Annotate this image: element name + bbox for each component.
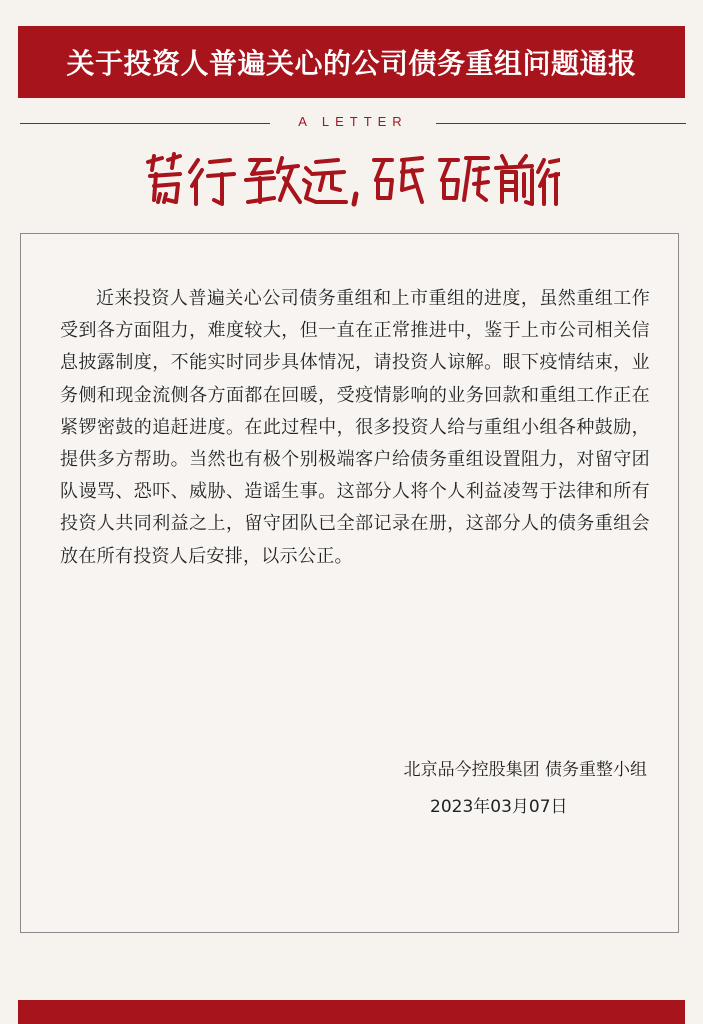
- divider-line-right: [436, 123, 686, 124]
- calligraphy-slogan: [140, 150, 560, 210]
- signature-date: 2023年03月07日: [430, 797, 568, 817]
- divider-line-left: [20, 123, 270, 124]
- slogan-text: 笃行致远，砥砺前行: [140, 150, 149, 151]
- letter-divider: [20, 111, 686, 133]
- header-banner: [18, 26, 685, 98]
- footer-banner: [18, 1000, 685, 1024]
- page-title: 关于投资人普遍关心的公司债务重组问题通报: [66, 47, 637, 80]
- letter-body: 近来投资人普遍关心公司债务重组和上市重组的进度，虽然重组工作受到各方面阻力，难度较大，但一直在正常推进中，鉴于上市公司相关信息披露制度，不能实时同步具体情况，请投资人谅解。眼下疫情结束，业务侧和现金流侧各方面都在回暖，受疫情影响的业务回款和重组工作正在紧锣密鼓的追赶进度。在此过程中，很多投资人给与重组小组各种鼓励，提供多方帮助。当然也有极个别极端客户给债务重组设置阻力，对留守团队谩骂、恐吓、威胁、造谣生事。这部分人将个人利益凌驾于法律和所有投资人共同利益之上，留守团队已全部记录在册，这部分人的债务重组会放在所有投资人后安排，以示公正。: [60, 288, 650, 567]
- divider-label: A LETTER: [298, 114, 408, 129]
- signature-organization: 北京品今控股集团 债务重整小组: [403, 760, 647, 780]
